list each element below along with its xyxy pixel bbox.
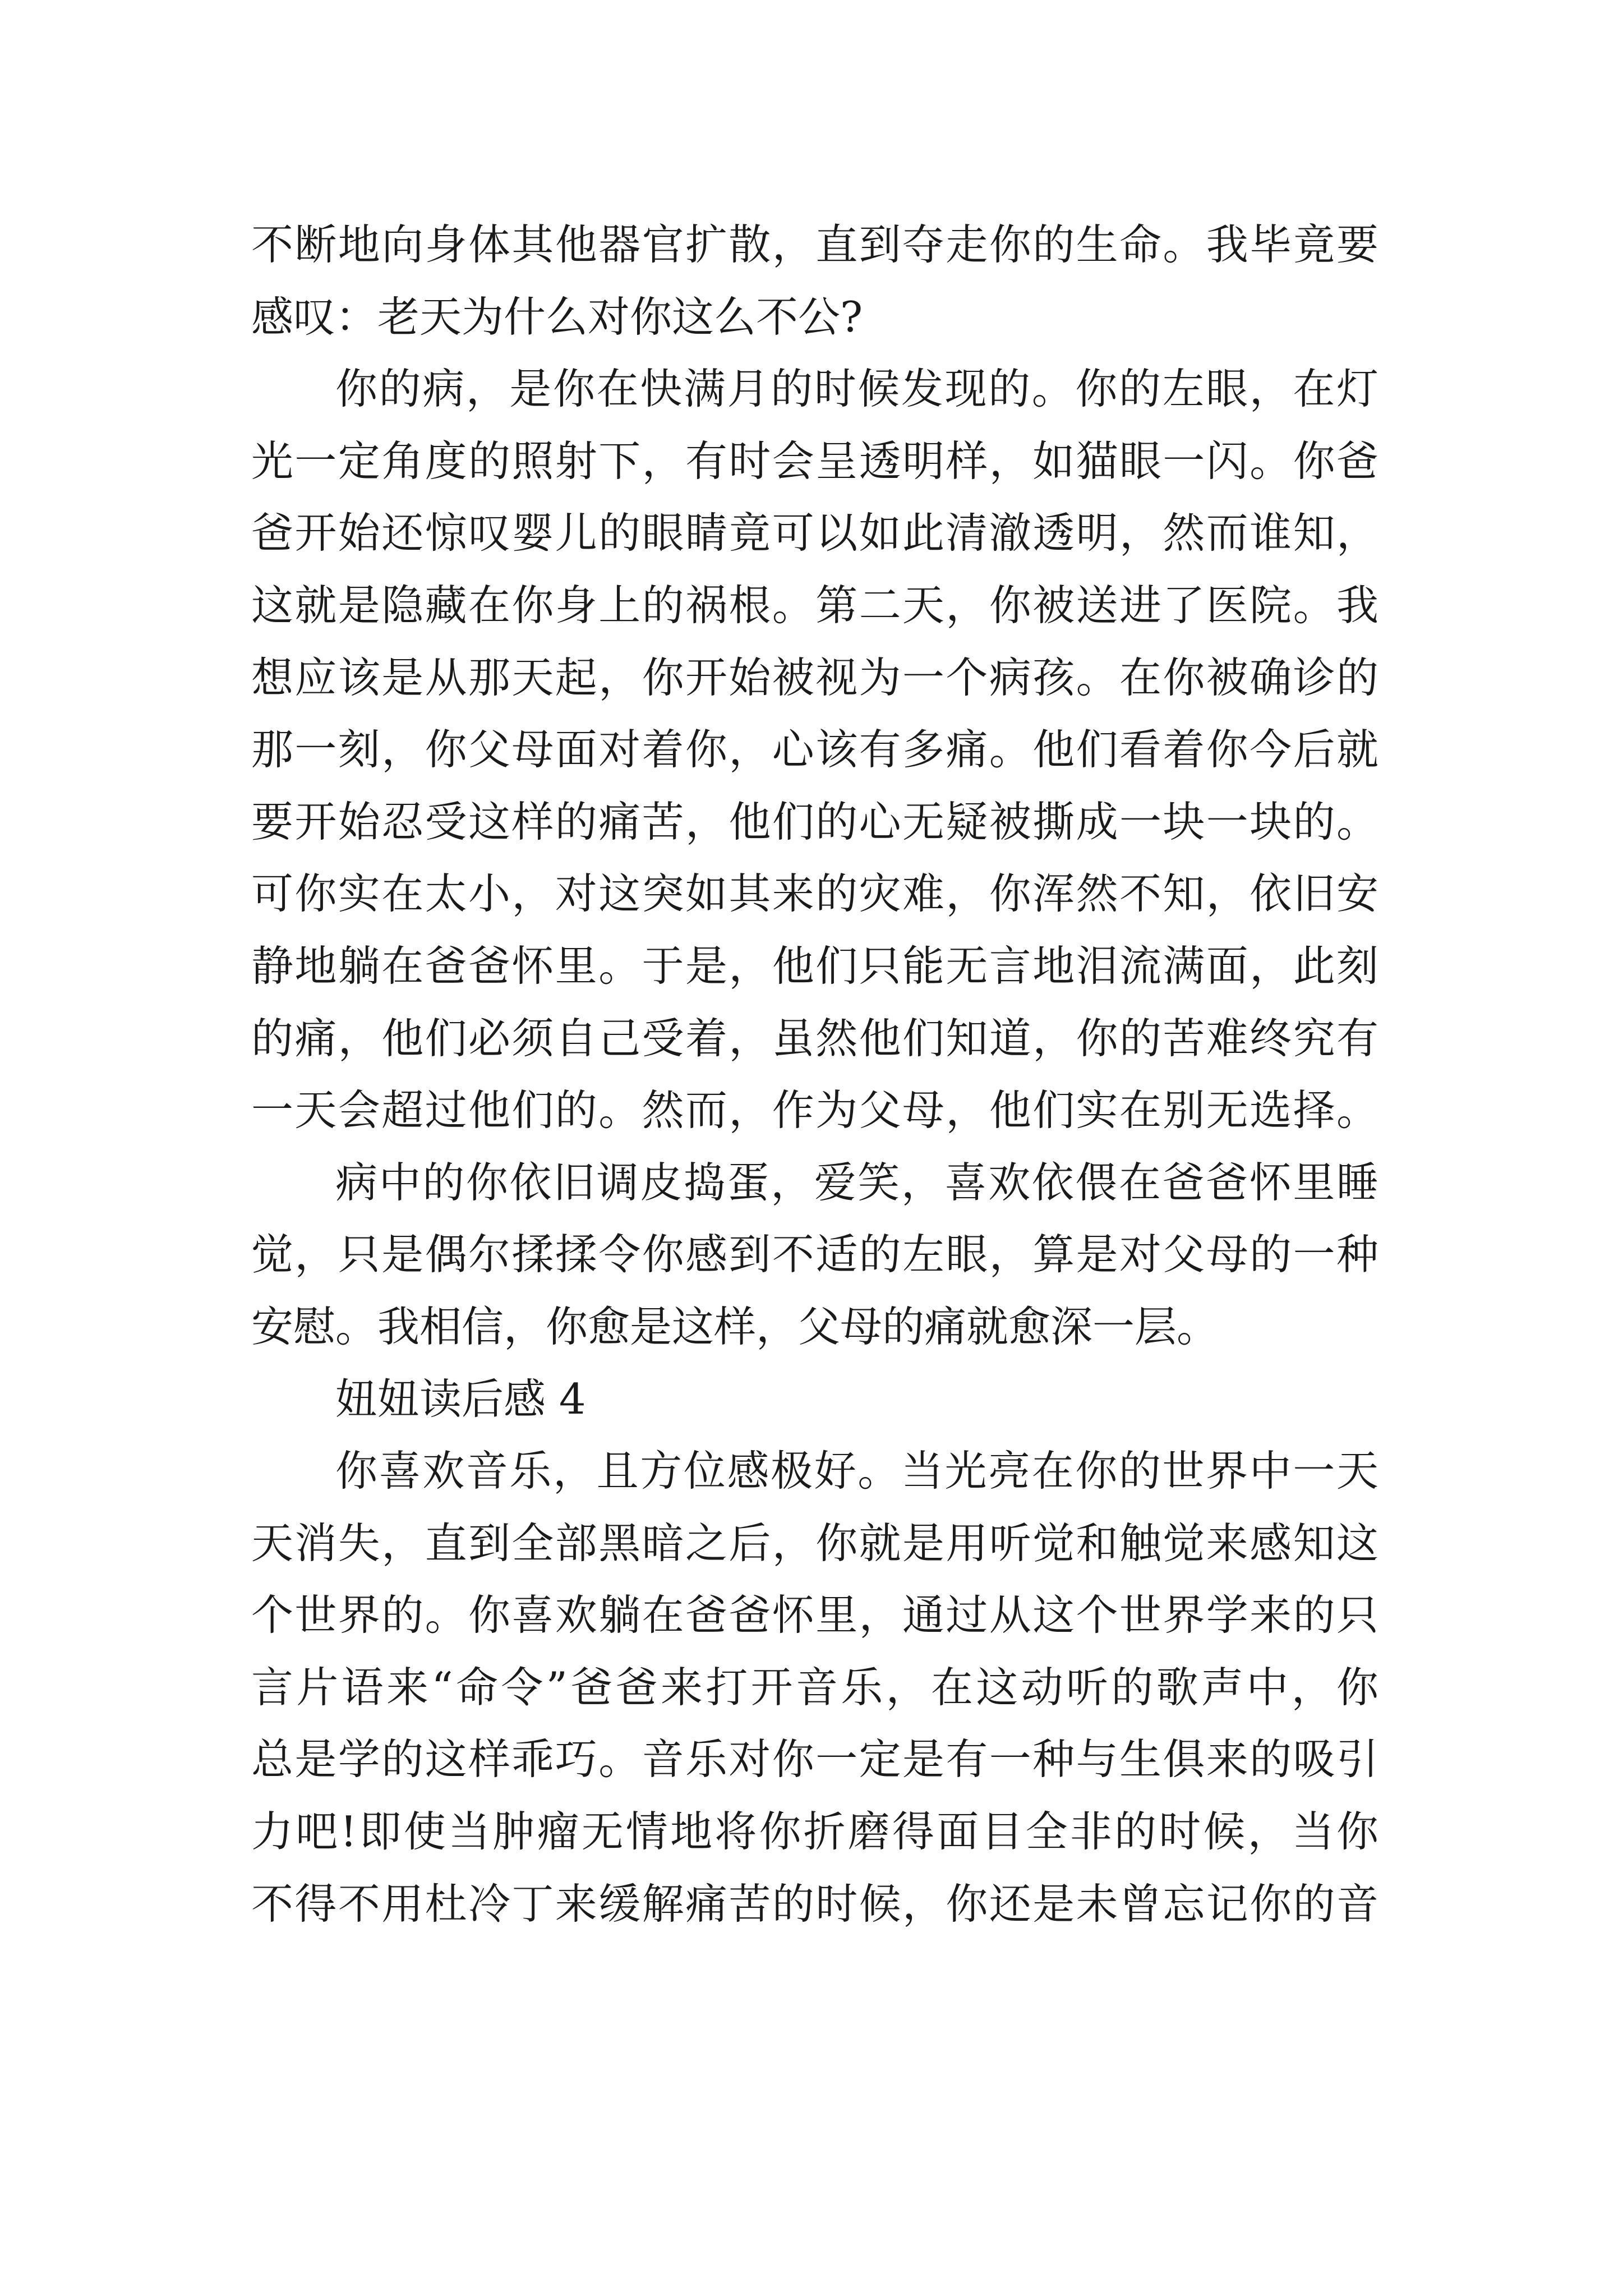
text-line: 爸开始还惊叹婴儿的眼睛竟可以如此清澈透明，然而谁知， bbox=[251, 508, 1378, 558]
text-line: 这就是隐藏在你身上的祸根。第二天，你被送进了医院。我 bbox=[251, 580, 1378, 630]
text-line: 觉，只是偶尔揉揉令你感到不适的左眼，算是对父母的一种 bbox=[251, 1230, 1378, 1280]
text-line: 安慰。我相信，你愈是这样，父母的痛就愈深一层。 bbox=[251, 1301, 1219, 1351]
text-line: 病中的你依旧调皮捣蛋，爱笑，喜欢依偎在爸爸怀里睡 bbox=[335, 1157, 1378, 1207]
body-text bbox=[251, 209, 1378, 1940]
text-line: 一天会超过他们的。然而，作为父母，他们实在别无选择。 bbox=[251, 1085, 1378, 1135]
text-line: 静地躺在爸爸怀里。于是，他们只能无言地泪流满面，此刻 bbox=[251, 941, 1378, 991]
text-line: 想应该是从那天起，你开始被视为一个病孩。在你被确诊的 bbox=[251, 652, 1378, 702]
text-line: 不断地向身体其他器官扩散，直到夺走你的生命。我毕竟要 bbox=[251, 220, 1378, 269]
text-line: 天消失，直到全部黑暗之后，你就是用听觉和触觉来感知这 bbox=[251, 1518, 1378, 1568]
text-line: 个世界的。你喜欢躺在爸爸怀里，通过从这个世界学来的只 bbox=[251, 1590, 1378, 1640]
text-line: 力吧!即使当肿瘤无情地将你折磨得面目全非的时候，当你 bbox=[251, 1807, 1378, 1857]
text-line: 言片语来“命令”爸爸来打开音乐，在这动听的歌声中，你 bbox=[251, 1662, 1378, 1712]
text-line: 妞妞读后感 4 bbox=[335, 1374, 586, 1424]
text-line: 那一刻，你父母面对着你，心该有多痛。他们看着你今后就 bbox=[251, 725, 1378, 775]
text-line: 要开始忍受这样的痛苦，他们的心无疑被撕成一块一块的。 bbox=[251, 797, 1378, 846]
text-line: 总是学的这样乖巧。音乐对你一定是有一种与生俱来的吸引 bbox=[251, 1734, 1378, 1784]
text-line: 你喜欢音乐，且方位感极好。当光亮在你的世界中一天 bbox=[335, 1446, 1378, 1496]
text-line: 你的病，是你在快满月的时候发现的。你的左眼，在灯 bbox=[335, 364, 1378, 414]
text-line: 可你实在太小，对这突如其来的灾难，你浑然不知，依旧安 bbox=[251, 869, 1378, 919]
text-line: 感叹：老天为什么对你这么不公? bbox=[251, 292, 863, 342]
text-line: 光一定角度的照射下，有时会呈透明样，如猫眼一闪。你爸 bbox=[251, 436, 1378, 486]
text-line: 的痛，他们必须自己受着，虽然他们知道，你的苦难终究有 bbox=[251, 1013, 1378, 1063]
text-line: 不得不用杜冷丁来缓解痛苦的时候，你还是未曾忘记你的音 bbox=[251, 1879, 1378, 1929]
